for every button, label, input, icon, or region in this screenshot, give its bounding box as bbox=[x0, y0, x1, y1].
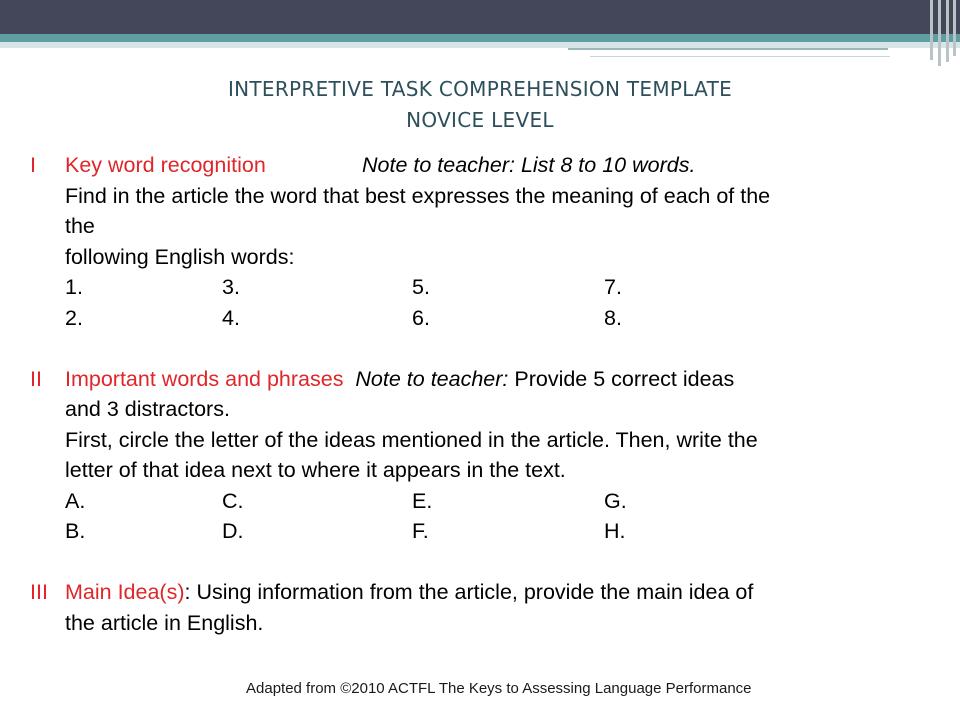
answer-row bbox=[65, 516, 935, 547]
answer-blank: E. bbox=[412, 488, 433, 513]
answer-blank: C. bbox=[222, 488, 244, 513]
teacher-note-continued: and 3 distractors. bbox=[65, 397, 230, 421]
instruction-line: letter of that idea next to where it appears in the text. bbox=[65, 458, 566, 482]
answer-blank: 1. bbox=[65, 275, 83, 299]
answer-blank: H. bbox=[604, 519, 626, 543]
instruction-line: First, circle the letter of the ideas mentioned in the article. Then, write the bbox=[65, 427, 758, 452]
answer-row bbox=[65, 303, 935, 334]
section-numeral: I bbox=[30, 153, 36, 177]
section-numeral: II bbox=[30, 366, 42, 391]
header-band-teal bbox=[0, 34, 960, 42]
answer-blank: 4. bbox=[222, 305, 240, 330]
answer-blank: 6. bbox=[412, 305, 430, 330]
answer-blank: 3. bbox=[222, 275, 240, 299]
section-text: : Using information from the article, provide the main idea of bbox=[184, 580, 754, 604]
page-subtitle: NOVICE LEVEL bbox=[406, 108, 554, 132]
answer-row bbox=[65, 486, 935, 517]
instruction-line: following English words: bbox=[65, 244, 295, 269]
header-accent-line-thin bbox=[590, 56, 890, 57]
answer-blank: 2. bbox=[65, 305, 83, 330]
slide-body bbox=[30, 150, 950, 638]
answer-blank: B. bbox=[65, 519, 86, 543]
answer-blank: 7. bbox=[604, 275, 622, 299]
teacher-note: Note to teacher: List 8 to 10 words. bbox=[362, 153, 696, 177]
answer-blank: D. bbox=[222, 519, 244, 543]
teacher-note-text: Provide 5 correct ideas bbox=[508, 366, 735, 391]
header-band-dark bbox=[0, 0, 960, 34]
answer-blank: G. bbox=[604, 488, 627, 513]
section-numeral: III bbox=[30, 580, 48, 604]
answer-row bbox=[65, 272, 935, 303]
teacher-note-label: Note to teacher: bbox=[355, 366, 509, 391]
section-2 bbox=[30, 364, 950, 547]
instruction-line: Find in the article the word that best expresses the meaning of each of the bbox=[65, 183, 771, 208]
section-heading: Main Idea(s) bbox=[65, 580, 185, 604]
answer-blank: 8. bbox=[604, 305, 622, 330]
footer-credit: Adapted from ©2010 ACTFL The Keys to Assessing Language Performance bbox=[246, 680, 752, 697]
spacer bbox=[30, 333, 950, 364]
section-heading: Important words and phrases bbox=[65, 366, 344, 391]
answer-blank: 5. bbox=[412, 275, 430, 299]
section-text-continued: the article in English. bbox=[65, 610, 264, 635]
answer-blank: A. bbox=[65, 488, 86, 513]
section-1 bbox=[30, 150, 950, 333]
spacer bbox=[30, 547, 950, 578]
instruction-line: the bbox=[65, 214, 95, 238]
section-3 bbox=[30, 577, 950, 638]
answer-blank: F. bbox=[412, 519, 429, 543]
page-title: INTERPRETIVE TASK COMPREHENSION TEMPLATE bbox=[227, 77, 733, 101]
header-accent-line bbox=[568, 48, 888, 50]
section-heading: Key word recognition bbox=[65, 153, 266, 177]
corner-stripes bbox=[926, 0, 960, 66]
